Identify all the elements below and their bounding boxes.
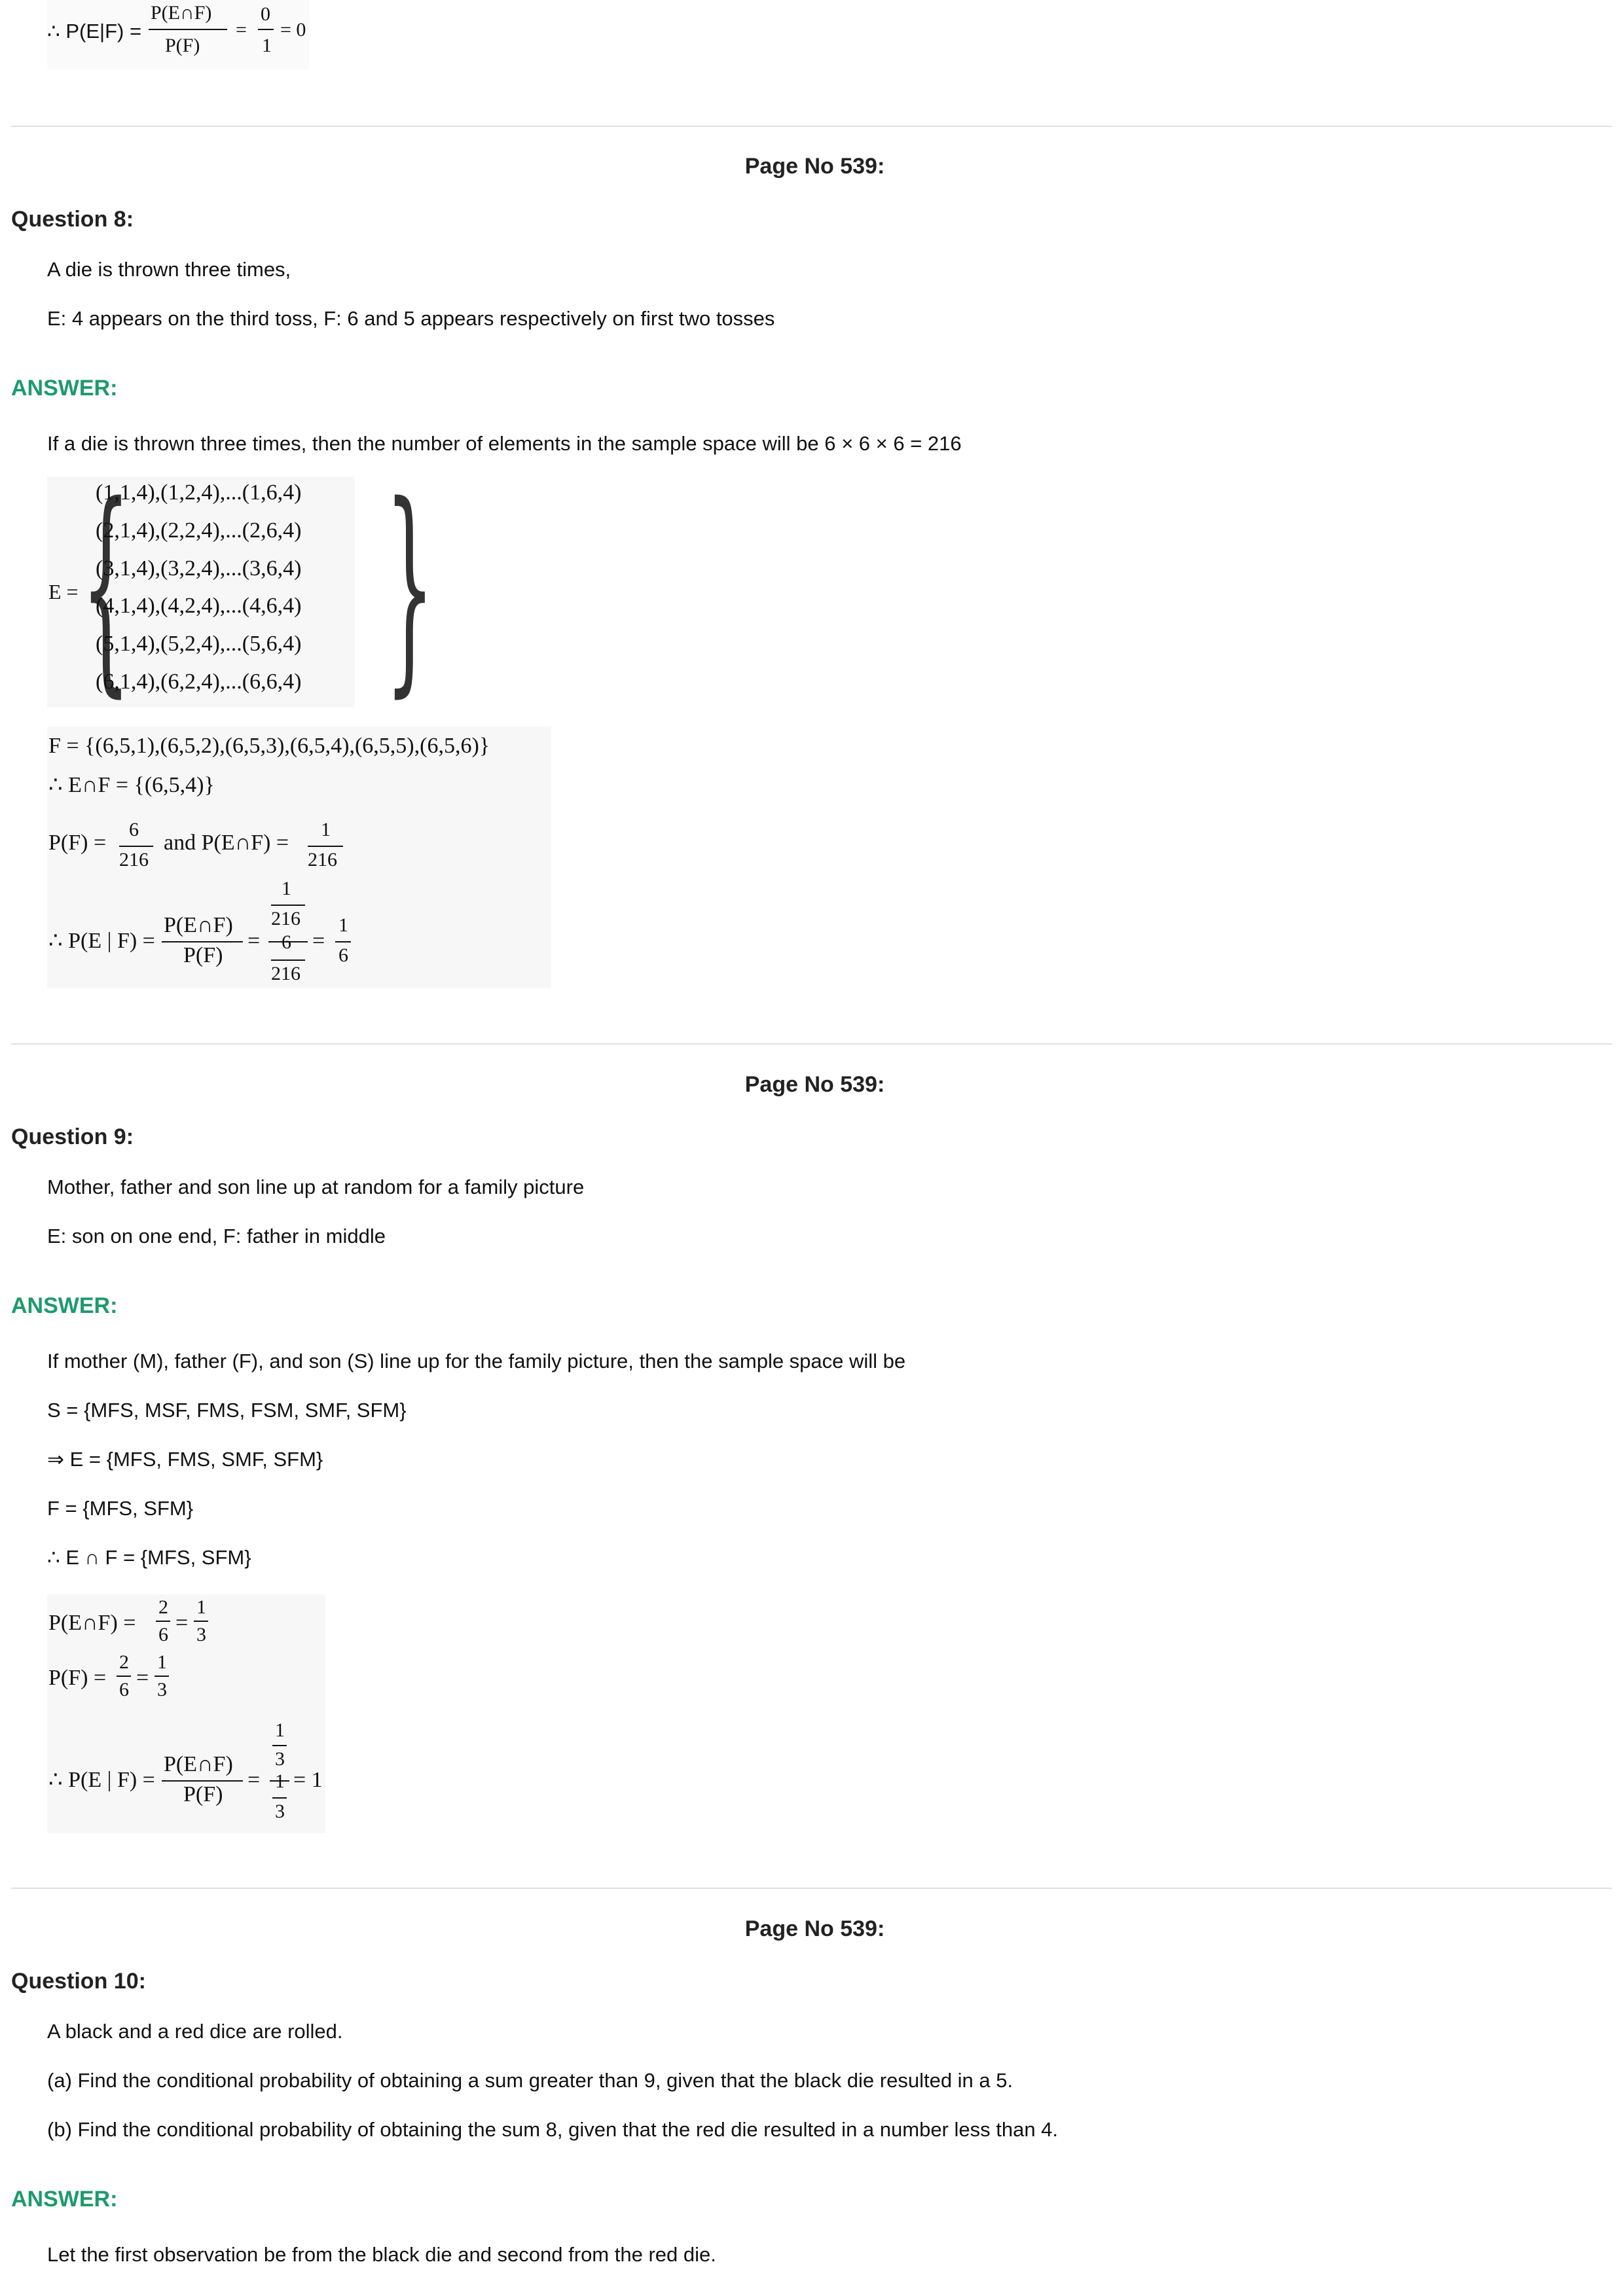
question-text: E: son on one end, F: father in middle <box>47 1225 386 1247</box>
divider <box>11 1043 1612 1045</box>
question-text: Mother, father and son line up at random for a family picture <box>47 1175 585 1198</box>
answer-text: Let the first observation be from the black die and second from the red die. <box>47 2243 716 2266</box>
res-den: 6 <box>338 944 348 966</box>
pf-label: P(F) = <box>48 831 107 855</box>
page-number: Page No 539: <box>744 1072 885 1097</box>
top-formula-image <box>47 0 309 69</box>
right-brace: } <box>385 457 435 717</box>
question-text: E: 4 appears on the third toss, F: 6 and 5 appears respectively on first two tosses <box>47 307 775 330</box>
cf-top-den: 3 <box>275 1748 285 1770</box>
res-num: 1 <box>338 914 348 936</box>
question-text: A black and a red dice are rolled. <box>47 2020 343 2043</box>
pf-num2: 1 <box>157 1651 167 1673</box>
question-text: (a) Find the conditional probability of obtaining a sum greater than 9, given that the black die resulted in a 5. <box>47 2069 1013 2092</box>
pef-num: 2 <box>158 1596 168 1618</box>
answer-text: ⇒ E = {MFS, FMS, SMF, SFM} <box>47 1448 323 1471</box>
answer-text: ∴ E ∩ F = {MFS, SFM} <box>47 1546 251 1569</box>
pef-den: 6 <box>158 1624 168 1645</box>
cf-top-num: 1 <box>275 1719 285 1741</box>
top-formula-prefix: ∴ P(E|F) = <box>47 20 142 43</box>
set-e-image <box>47 457 435 717</box>
cond-eq: = <box>247 929 261 953</box>
answer-text: S = {MFS, MSF, FMS, FSM, SMF, SFM} <box>47 1399 407 1422</box>
cf-bot-den: 3 <box>275 1801 285 1822</box>
cond-label: ∴ P(E | F) = <box>48 1768 155 1792</box>
top-formula-bar <box>149 29 227 30</box>
set-e-label: E = <box>48 580 79 603</box>
cf-bot-num: 6 <box>282 931 291 953</box>
top-formula-den2: 1 <box>262 35 272 56</box>
pf-label: P(F) = <box>48 1666 107 1690</box>
page-number: Page No 539: <box>744 1916 885 1941</box>
cond-label: ∴ P(E | F) = <box>48 929 155 953</box>
set-e-row: (4,1,4),(4,2,4),...(4,6,4) <box>96 594 302 618</box>
cond-num: P(E∩F) <box>164 913 233 937</box>
top-formula-num: P(E∩F) <box>151 2 212 24</box>
top-formula-den: P(F) <box>165 35 200 56</box>
cf-top-num: 1 <box>282 878 291 899</box>
answer-text: If mother (M), father (F), and son (S) line up for the family picture, then the sample space will be <box>47 1350 906 1372</box>
page-number: Page No 539: <box>744 154 885 179</box>
pef-den2: 3 <box>196 1624 206 1645</box>
pf-den: 216 <box>119 849 149 870</box>
set-f-line: F = {(6,5,1),(6,5,2),(6,5,3),(6,5,4),(6,5,5),(6,5,6)} <box>48 734 490 758</box>
question-text: A die is thrown three times, <box>47 258 291 281</box>
question-title: Question 10: <box>11 1969 146 1994</box>
cf-bot-num: 1 <box>275 1770 285 1792</box>
top-formula-bar2 <box>258 29 274 30</box>
cond-result: = 1 <box>293 1768 323 1792</box>
cf-top-den: 216 <box>271 908 301 929</box>
cond-eq: = <box>247 1768 261 1792</box>
divider <box>11 1888 1612 1889</box>
pf-den: 6 <box>119 1679 129 1700</box>
left-brace: { <box>81 457 131 717</box>
q9-probability-image <box>47 1594 325 1833</box>
question-title: Question 8: <box>11 207 134 232</box>
set-e-row: (1,1,4),(1,2,4),...(1,6,4) <box>96 480 302 505</box>
answer-label: ANSWER: <box>11 376 118 401</box>
and-text: and P(E∩F) = <box>164 831 289 855</box>
set-e-row: (2,1,4),(2,2,4),...(2,6,4) <box>96 518 302 543</box>
top-formula-num2: 0 <box>261 3 270 25</box>
set-e-row: (5,1,4),(5,2,4),...(5,6,4) <box>96 632 302 656</box>
pf-num: 6 <box>129 819 139 840</box>
pef-eq: = <box>175 1611 189 1635</box>
pf-num: 2 <box>119 1651 129 1673</box>
divider <box>11 126 1612 127</box>
intersection-line: ∴ E∩F = {(6,5,4)} <box>48 773 215 797</box>
set-e-row: (6,1,4),(6,2,4),...(6,6,4) <box>96 670 302 694</box>
pef-den: 216 <box>308 849 337 870</box>
cond-num: P(E∩F) <box>164 1752 233 1776</box>
cond-den: P(F) <box>183 943 223 967</box>
top-formula-eq2: = 0 <box>280 19 306 41</box>
cond-den: P(F) <box>183 1782 223 1806</box>
answer-label: ANSWER: <box>11 1293 118 1318</box>
top-formula-eq1: = <box>236 19 247 41</box>
question-text: (b) Find the conditional probability of obtaining the sum 8, given that the red die resulted in a number less than 4. <box>47 2118 1059 2141</box>
answer-label: ANSWER: <box>11 2187 118 2212</box>
pf-eq: = <box>136 1666 149 1690</box>
pef-num2: 1 <box>196 1596 206 1618</box>
answer-text: If a die is thrown three times, then the number of elements in the sample space will be 6 × 6 × 6 = 216 <box>47 432 962 455</box>
pf-den2: 3 <box>157 1679 167 1700</box>
pef-label: P(E∩F) = <box>48 1611 136 1635</box>
question-title: Question 9: <box>11 1124 134 1149</box>
cf-bot-den: 216 <box>271 963 301 984</box>
q8-probability-image <box>47 726 551 988</box>
cond-eq2: = <box>312 929 325 953</box>
pef-num: 1 <box>321 819 331 840</box>
answer-text: F = {MFS, SFM} <box>47 1497 194 1520</box>
set-e-row: (3,1,4),(3,2,4),...(3,6,4) <box>96 556 302 581</box>
